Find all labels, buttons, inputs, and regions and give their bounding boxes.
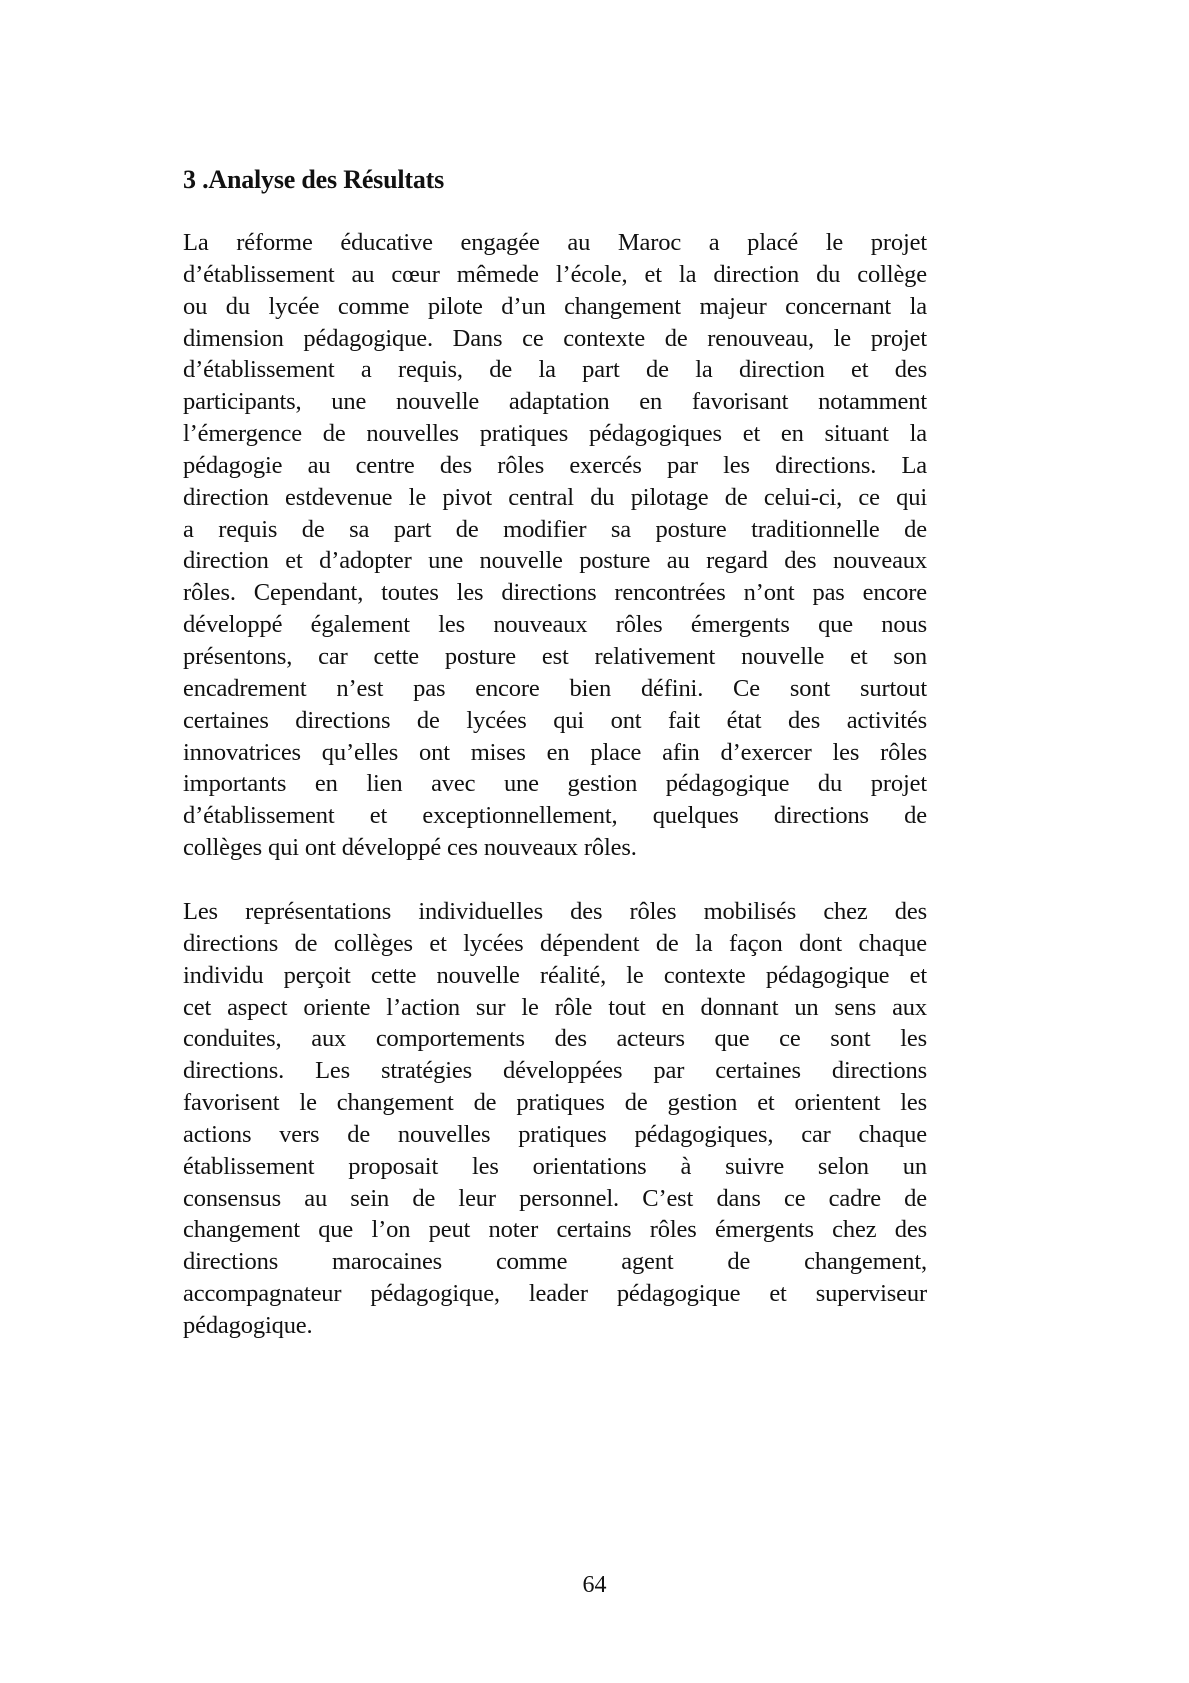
page-number: 64 [582, 1572, 607, 1598]
text-line: développé également les nouveaux rôles émergents que nous [183, 611, 927, 639]
text-line: La réforme éducative engagée au Maroc a placé le projet [183, 229, 927, 256]
text-line: dimension pédagogique. Dans ce contexte de renouveau, le projet [183, 324, 927, 352]
text-line: établissement proposait les orientations à suivre selon un [183, 1152, 927, 1180]
text-line: directions de collèges et lycées dépendent de la façon dont chaque [183, 929, 927, 957]
text-line: pédagogie au centre des rôles exercés par les directions. La [183, 451, 927, 479]
text-line: consensus au sein de leur personnel. C’est dans ce cadre de [183, 1184, 927, 1212]
text-line: changement que l’on peut noter certains rôles émergents chez des [183, 1216, 927, 1244]
text-line: collèges qui ont développé ces nouveaux rôles. [183, 834, 637, 862]
text-line: participants, une nouvelle adaptation en favorisant notamment [183, 388, 927, 416]
text-line: cet aspect oriente l’action sur le rôle tout en donnant un sens aux [183, 993, 927, 1021]
text-line: directions marocaines comme agent de changement, [183, 1248, 927, 1276]
text-line: accompagnateur pédagogique, leader pédagogique et superviseur [183, 1280, 927, 1308]
text-line: d’établissement et exceptionnellement, quelques directions de [183, 802, 927, 830]
text-line: d’établissement a requis, de la part de la direction et des [183, 356, 927, 384]
text-line: direction et d’adopter une nouvelle posture au regard des nouveaux [183, 547, 927, 575]
text-line: certaines directions de lycées qui ont fait état des activités [183, 706, 927, 734]
text-line: favorisent le changement de pratiques de gestion et orientent les [183, 1089, 927, 1117]
text-line: rôles. Cependant, toutes les directions rencontrées n’ont pas encore [183, 579, 927, 607]
text-line: direction estdevenue le pivot central du pilotage de celui-ci, ce qui [183, 483, 927, 511]
text-line: innovatrices qu’elles ont mises en place afin d’exercer les rôles [183, 738, 927, 766]
text-line: Les représentations individuelles des rôles mobilisés chez des [183, 898, 927, 925]
text-line: présentons, car cette posture est relativement nouvelle et son [183, 642, 927, 670]
text-line: conduites, aux comportements des acteurs que ce sont les [183, 1025, 927, 1053]
paragraph-2 [183, 896, 927, 1342]
text-line: individu perçoit cette nouvelle réalité, le contexte pédagogique et [183, 961, 927, 989]
paragraph-1 [183, 227, 927, 864]
text-line: encadrement n’est pas encore bien défini. Ce sont surtout [183, 674, 927, 702]
text-line: ou du lycée comme pilote d’un changement majeur concernant la [183, 292, 927, 320]
text-line: d’établissement au cœur mêmede l’école, et la direction du collège [183, 260, 927, 288]
text-line: pédagogique. [183, 1311, 313, 1339]
text-line: directions. Les stratégies développées par certaines directions [183, 1057, 927, 1085]
text-line: actions vers de nouvelles pratiques pédagogiques, car chaque [183, 1120, 927, 1148]
text-line: importants en lien avec une gestion pédagogique du projet [183, 770, 927, 798]
text-line: l’émergence de nouvelles pratiques pédagogiques et en situant la [183, 420, 927, 448]
section-heading: 3 .Analyse des Résultats [183, 165, 444, 194]
text-line: a requis de sa part de modifier sa posture traditionnelle de [183, 515, 927, 543]
